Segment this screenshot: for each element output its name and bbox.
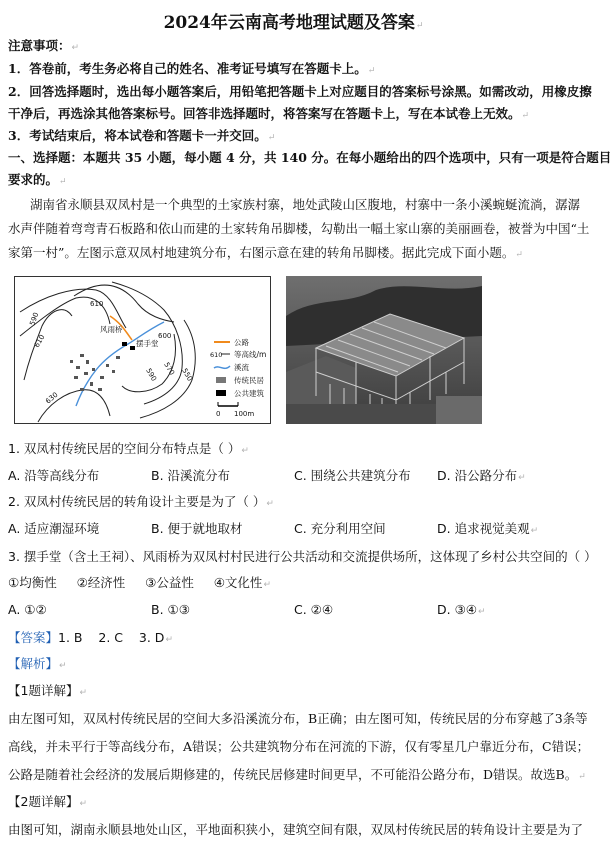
question-1: 1. 双凤村传统民居的空间分布特点是（ ）↵	[8, 441, 249, 456]
legend-contour-value: 610	[210, 351, 223, 359]
notice-heading: 注意事项：↵	[8, 38, 80, 53]
q2-option-c: C. 充分利用空间	[294, 521, 386, 536]
document-title: 2024年云南高考地理试题及答案↵	[163, 13, 424, 33]
q3-option-a: A. ①②	[8, 602, 47, 617]
passage-line-1: 湖南省永顺县双凤村是一个典型的土家族村寨，地处武陵山区腹地，村寨中一条小溪蜿蜒流淌，潺潺	[30, 197, 581, 212]
village-contour-map	[14, 276, 271, 424]
legend-contour: 等高线/m	[234, 350, 267, 359]
notice-item-2b: 干净后，再选涂其他答案标号。回答非选择题时，将答案写在答题卡上，写在本试卷上无效。↵	[8, 106, 530, 121]
passage-line-3: 家第一村”。左图示意双凤村地建筑分布，右图示意在建的转角吊脚楼。据此完成下面小题。↵	[8, 245, 523, 260]
q1-option-a: A. 沿等高线分布	[8, 468, 100, 483]
contour-label: 570	[162, 361, 176, 377]
q1-option-c: C. 围绕公共建筑分布	[294, 468, 411, 483]
contour-label: 600	[158, 332, 172, 340]
section-heading-b: 要求的。↵	[8, 172, 67, 187]
answer-line: 【答案】1. B 2. C 3. D↵	[8, 630, 173, 645]
detail-1-label: 【1题详解】↵	[8, 683, 87, 698]
scale-end: 100m	[234, 410, 255, 418]
notice-item-2a: 2．回答选择题时，选出每小题答案后，用铅笔把答题卡上对应题目的答案标号涂黑。如需改动，用橡皮擦	[8, 84, 592, 99]
q1-option-b: B. 沿溪流分布	[151, 468, 231, 483]
passage-line-2: 水声伴随着弯弯青石板路和依山而建的土家转角吊脚楼，勾勒出一幅土家山寨的美丽画卷，被誉为中国“土	[8, 221, 590, 236]
question-2: 2. 双凤村传统民居的转角设计主要是为了（ ）↵	[8, 494, 274, 509]
q2-option-a: A. 适应潮湿环境	[8, 521, 100, 536]
stilt-house-photo	[286, 276, 482, 424]
contour-label: 590	[144, 367, 158, 383]
q1-option-d: D. 沿公路分布↵	[437, 468, 526, 483]
q2-option-d: D. 追求视觉美观↵	[437, 521, 539, 536]
legend-road: 公路	[234, 338, 249, 347]
legend-stream: 溪流	[234, 363, 249, 372]
detail-1-line-2: 高线，并未平行于等高线分布，A错误；公共建筑物分布在河流的下游，仅有零星几户靠近分布，C错误；	[8, 739, 590, 754]
q3-option-c: C. ②④	[294, 602, 334, 617]
q3-option-b: B. ①③	[151, 602, 190, 617]
notice-item-3: 3．考试结束后，将本试卷和答题卡一并交回。↵	[8, 128, 276, 143]
hall-label: 摆手堂	[136, 339, 159, 348]
detail-1-line-1: 由左图可知，双凤村传统民居的空间大多沿溪流分布，B正确；由左图可知，传统民居的分布穿越了3条等	[8, 711, 588, 726]
contour-label: 590	[28, 311, 41, 327]
q3-statements: ①均衡性 ②经济性 ③公益性 ④文化性↵	[8, 575, 271, 590]
legend-public: 公共建筑	[234, 389, 264, 398]
question-3: 3. 摆手堂（含土王祠）、风雨桥为双凤村村民进行公共活动和交流提供场所，这体现了乡村公共空间的（ ）	[8, 549, 597, 564]
bridge-label: 风雨桥	[100, 325, 123, 334]
detail-2-line-1: 由图可知，湖南永顺县地处山区，平地面积狭小，建筑空间有限，双凤村传统民居的转角设计主要是为了	[8, 822, 584, 837]
answer-text: 1. B 2. C 3. D	[58, 630, 165, 645]
legend-houses: 传统民居	[234, 376, 264, 385]
detail-2-label: 【2题详解】↵	[8, 794, 87, 809]
contour-label: 610	[32, 333, 47, 349]
contour-label: 550	[180, 367, 194, 383]
scale-start: 0	[216, 410, 221, 418]
contour-label: 610	[90, 300, 104, 308]
section-heading-a: 一、选择题：本题共 35 小题，每小题 4 分，共 140 分。在每小题给出的四个选项中，只有一项是符合题目	[8, 150, 611, 165]
detail-1-line-3: 公路是随着社会经济的发展后期修建的，传统民居修建时间更早，不可能沿公路分布，D错误。故选B。↵	[8, 767, 586, 782]
answer-label: 【答案】	[8, 630, 59, 645]
notice-item-1: 1．答卷前，考生务必将自己的姓名、准考证号填写在答题卡上。↵	[8, 61, 376, 76]
q3-option-d: D. ③④↵	[437, 602, 486, 617]
analysis-label: 【解析】↵	[8, 656, 67, 671]
contour-label: 630	[44, 390, 60, 406]
q2-option-b: B. 便于就地取材	[151, 521, 243, 536]
